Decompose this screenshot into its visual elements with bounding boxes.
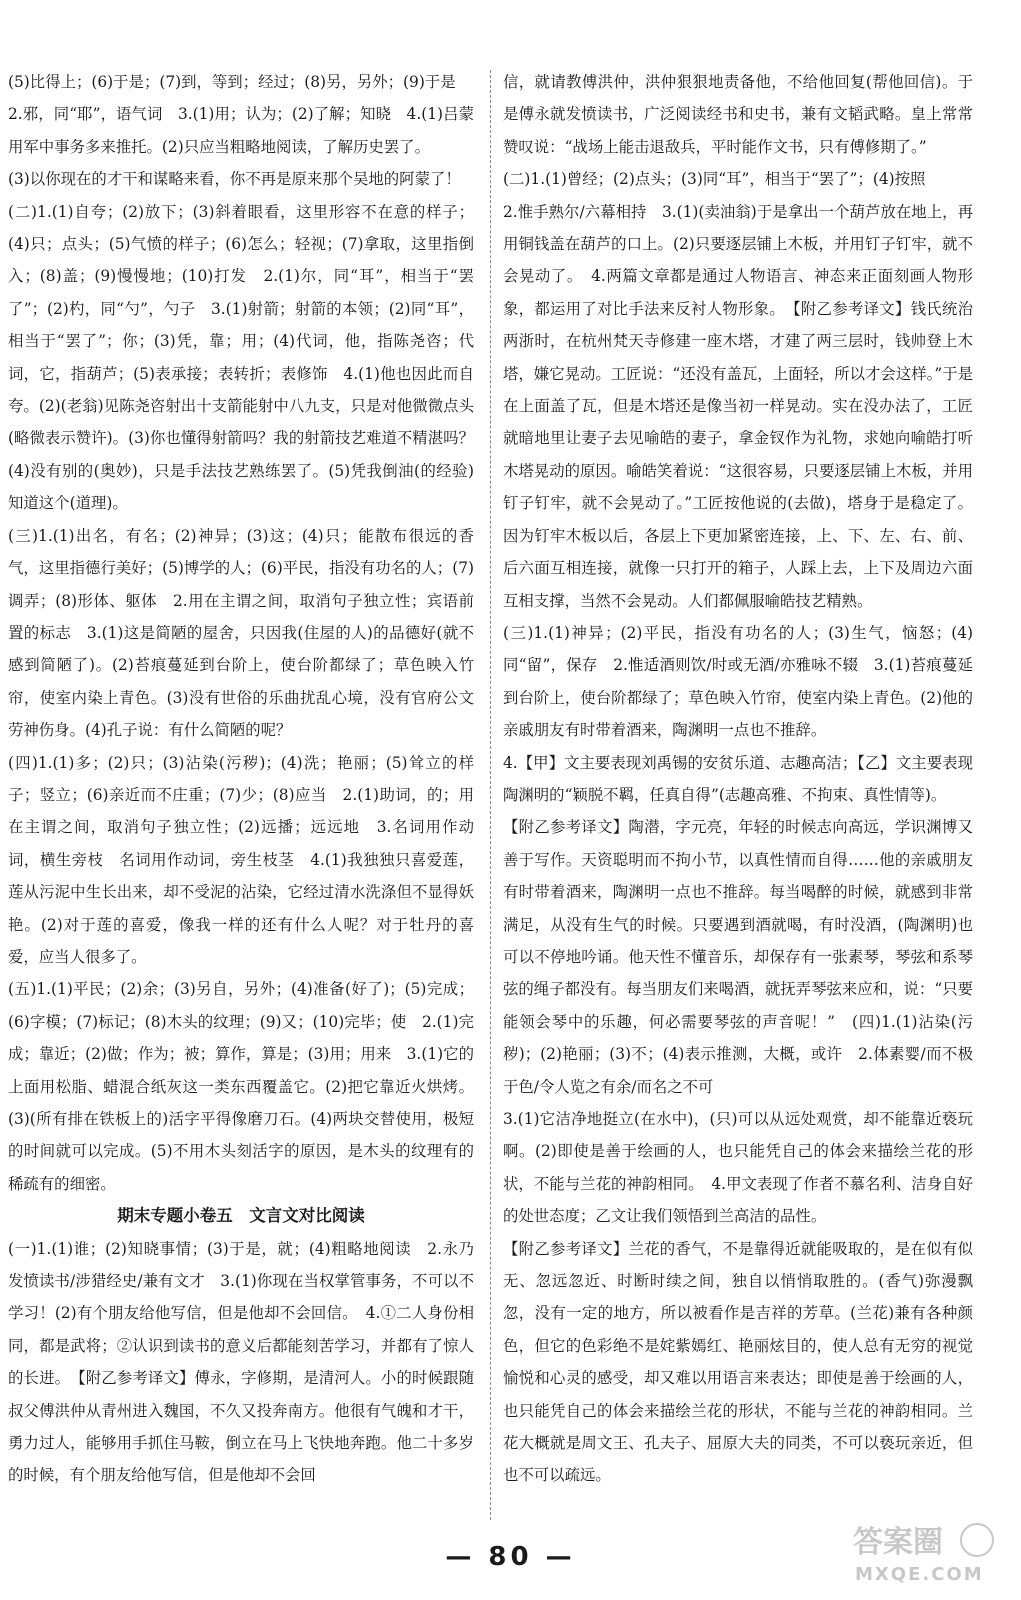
answer-paragraph: 2.邪，同“耶”，语气词 3.(1)用；认为；(2)了解；知晓 4.(1)吕蒙用军中事务多来推托。(2)只应当粗略地阅读，了解历史罢了。 <box>8 105 474 156</box>
answer-paragraph: (一)1.(1)谁；(2)知晓事情；(3)于是，就；(4)粗略地阅读 2.永乃发愤读书/涉猎经史/兼有文才 3.(1)你现在当权掌管事务，不可以不学习！(2)有个朋友给他写信，但是他却不会回信。 4.①二人身份相同，都是武将；②认识到读书的意义后都能刻苦学习，并都有了惊人的长进。 【附乙参考译文】傅永，字修期，是清河人。小的时候跟随叔父傅洪仲从青州进入魏国，不久又投奔南方。他很有气魄和才干，勇力过人，能够用手抓住马鞍，倒立在马上飞快地奔跑。他二十多岁的时候，有个朋友给他写信，但是他却不会回 <box>8 1239 474 1485</box>
answer-paragraph: (三)1.(1)出名，有名；(2)神异；(3)这；(4)只；能散布很远的香气，这里指德行美好；(5)博学的人；(6)平民，指没有功名的人；(7)调弄；(8)形体、躯体 2.用在主谓之间，取消句子独立性；宾语前置的标志 3.(1)这是简陋的屋舍，只因我(住屋的人)的品德好(就不感到简陋了)。(2)苔痕蔓延到台阶上，使台阶都绿了；草色映入竹帘，使室内染上青色。(3)没有世俗的乐曲扰乱心境，没有官府公文劳神伤身。(4)孔子说：有什么简陋的呢？ <box>8 526 474 740</box>
answer-paragraph: (三)1.(1)神异；(2)平民，指没有功名的人；(3)生气，恼怒；(4)同“留”，保存 2.惟适酒则饮/时或无酒/亦雅咏不辍 3.(1)苔痕蔓延到台阶上，使台阶都绿了；草色映入竹帘，使室内染上青色。(2)他的亲戚朋友有时带着酒来，陶渊明一点也不推辞。 <box>503 623 973 740</box>
answer-paragraph: 2.惟手熟尔/六幕相持 3.(1)(卖油翁)于是拿出一个葫芦放在地上，再用铜钱盖在葫芦的口上。(2)只要逐层铺上木板，并用钉子钉牢，就不会晃动了。 4.两篇文章都是通过人物语言、神态来正面刻画人物形象，都运用了对比手法来反衬人物形象。 【附乙参考译文】钱氏统治两浙时，在杭州梵天寺修建一座木塔，才建了两三层时，钱帅登上木塔，嫌它晃动。工匠说：“还没有盖瓦，上面轻，所以才会这样。”于是在上面盖了瓦，但是木塔还是像当初一样晃动。实在没办法了，工匠就暗地里让妻子去见喻皓的妻子，拿金钗作为礼物，求她向喻皓打听木塔晃动的原因。喻皓笑着说：“这很容易，只要逐层铺上木板，并用钉子钉牢，就不会晃动了。”工匠按他说的(去做)，塔身于是稳定了。因为钉牢木板以后，各层上下更加紧密连接，上、下、左、右、前、后六面互相连接，就像一只打开的箱子，人踩上去，上下及周边六面互相支撑，当然不会晃动。人们都佩服喻皓技艺精熟。 <box>503 202 973 610</box>
answer-paragraph: 【附乙参考译文】兰花的香气，不是靠得近就能吸取的，是在似有似无、忽远忽近、时断时续之间，独自以悄悄取胜的。(香气)弥漫飘忽，没有一定的地方，所以被看作是吉祥的芳草。(兰花)兼有各种颜色，但它的色彩绝不是姹紫嫣红、艳丽炫目的，使人总有无穷的视觉愉悦和心灵的感受，却又难以用语言来表达；即使是善于绘画的人，也只能凭自己的体会来描绘兰花的形状，不能与兰花的神韵相同。兰花大概就是周文王、孔夫子、屈原大夫的同类，不可以亵玩亲近，但也不可以疏远。 <box>503 1239 973 1485</box>
page-number: — 80 — <box>445 1542 576 1572</box>
answer-paragraph: (五)1.(1)平民；(2)余；(3)另自，另外；(4)准备(好了)；(5)完成；(6)字模；(7)标记；(8)木头的纹理；(9)又；(10)完毕；使 2.(1)完成；靠近；(2)做；作为；被；算作，算是；(3)用；用来 3.(1)它的上面用松脂、蜡混合纸灰这一类东西覆盖它。(2)把它靠近火烘烤。(3)(所有排在铁板上的)活字平得像磨刀石。(4)两块交替使用，极短的时间就可以完成。(5)不用木头刻活字的原因，是木头的纹理有的稀疏有的细密。 <box>8 980 474 1193</box>
left-column <box>8 66 474 1492</box>
watermark-text-top: 答案圈 <box>853 1525 943 1560</box>
answer-paragraph: (四)1.(1)多；(2)只；(3)沾染(污秽)；(4)洗；艳丽；(5)耸立的样子；竖立；(6)亲近而不庄重；(7)少；(8)应当 2.(1)助词，的；用在主谓之间，取消句子独立性；(2)远播；远远地 3.名词用作动词，横生旁枝 名词用作动词，旁生枝茎 4.(1)我独独只喜爱莲，莲从污泥中生长出来，却不受泥的沾染，它经过清水洗涤但不显得妖艳。(2)对于莲的喜爱，像我一样的还有什么人呢？对于牡丹的喜爱，应当人很多了。 <box>8 753 474 966</box>
answer-paragraph: 3.(1)它洁净地挺立(在水中)，(只)可以从远处观赏，却不能靠近亵玩啊。(2)即使是善于绘画的人，也只能凭自己的体会来描绘兰花的形状，不能与兰花的神韵相同。 4.甲文表现了作者不慕名利、洁身自好的处世态度；乙文让我们领悟到兰高洁的品性。 <box>503 1110 973 1226</box>
watermark-logo <box>849 1516 999 1586</box>
answer-paragraph: (二)1.(1)自夸；(2)放下；(3)斜着眼看，这里形容不在意的样子；(4)只；点头；(5)气愤的样子；(6)怎么；轻视；(7)拿取，这里指倒入；(8)盖；(9)慢慢地；(10)打发 2.(1)尔，同“耳”，相当于“罢了”；(2)杓，同“勺”，勺子 3.(1)射箭；射箭的本领；(2)同“耳”，相当于“罢了”；你；(3)凭，靠；用；(4)代词，他，指陈尧咨；代词，它，指葫芦；(5)表承接；表转折；表修饰 4.(1)他也因此而自夸。(2)(老翁)见陈尧咨射出十支箭能射中八九支，只是对他微微点头(略微表示赞许)。(3)你也懂得射箭吗？我的射箭技艺难道不精湛吗？(4)没有别的(奥妙)，只是手法技艺熟练罢了。(5)凭我倒油(的经验)知道这个(道理)。 <box>8 202 474 513</box>
right-column <box>503 66 973 1492</box>
answer-paragraph: (3)以你现在的才干和谋略来看，你不再是原来那个吴地的阿蒙了！ <box>8 170 461 189</box>
answer-paragraph: 4.【甲】文主要表现刘禹锡的安贫乐道、志趣高洁；【乙】文主要表现陶渊明的“颖脱不羁，任真自得”(志趣高雅、不拘束、真性情等)。 <box>503 753 973 804</box>
column-divider <box>490 70 491 1520</box>
answer-paragraph: (5)比得上；(6)于是；(7)到，等到；经过；(8)另，另外；(9)于是 <box>8 73 456 91</box>
section-title: 期末专题小卷五 文言文对比阅读 <box>117 1206 365 1226</box>
answer-paragraph: 信，就请教傅洪仲，洪仲狠狠地责备他，不给他回复(帮他回信)。于是傅永就发愤读书，广泛阅读经书和史书，兼有文韬武略。皇上常常赞叹说：“战场上能击退敌兵，平时能作文书，只有傅修期了。” <box>503 73 973 156</box>
answer-paragraph: (二)1.(1)曾经；(2)点头；(3)同“耳”，相当于“罢了”；(4)按照 <box>503 170 926 189</box>
answer-paragraph: 【附乙参考译文】陶潜，字元亮，年轻的时候志向高远，学识渊博又善于写作。天资聪明而不拘小节，以真性情而自得……他的亲戚朋友有时带着酒来，陶渊明一点也不推辞。每当喝醉的时候，就感到非常满足，从没有生气的时候。只要遇到酒就喝，有时没酒，(陶渊明)也可以不停地吟诵。他天性不懂音乐，却保存有一张素琴，琴弦和系琴弦的绳子都没有。每当朋友们来喝酒，就抚弄琴弦来应和，说：“只要能领会琴中的乐趣，何必需要琴弦的声音呢！” (四)1.(1)沾染(污秽)；(2)艳丽；(3)不；(4)表示推测，大概，或许 2.体素婴/而不极于色/令人览之有余/而名之不可 <box>503 818 973 1096</box>
watermark-text-bottom: MXQE.COM <box>855 1564 984 1585</box>
